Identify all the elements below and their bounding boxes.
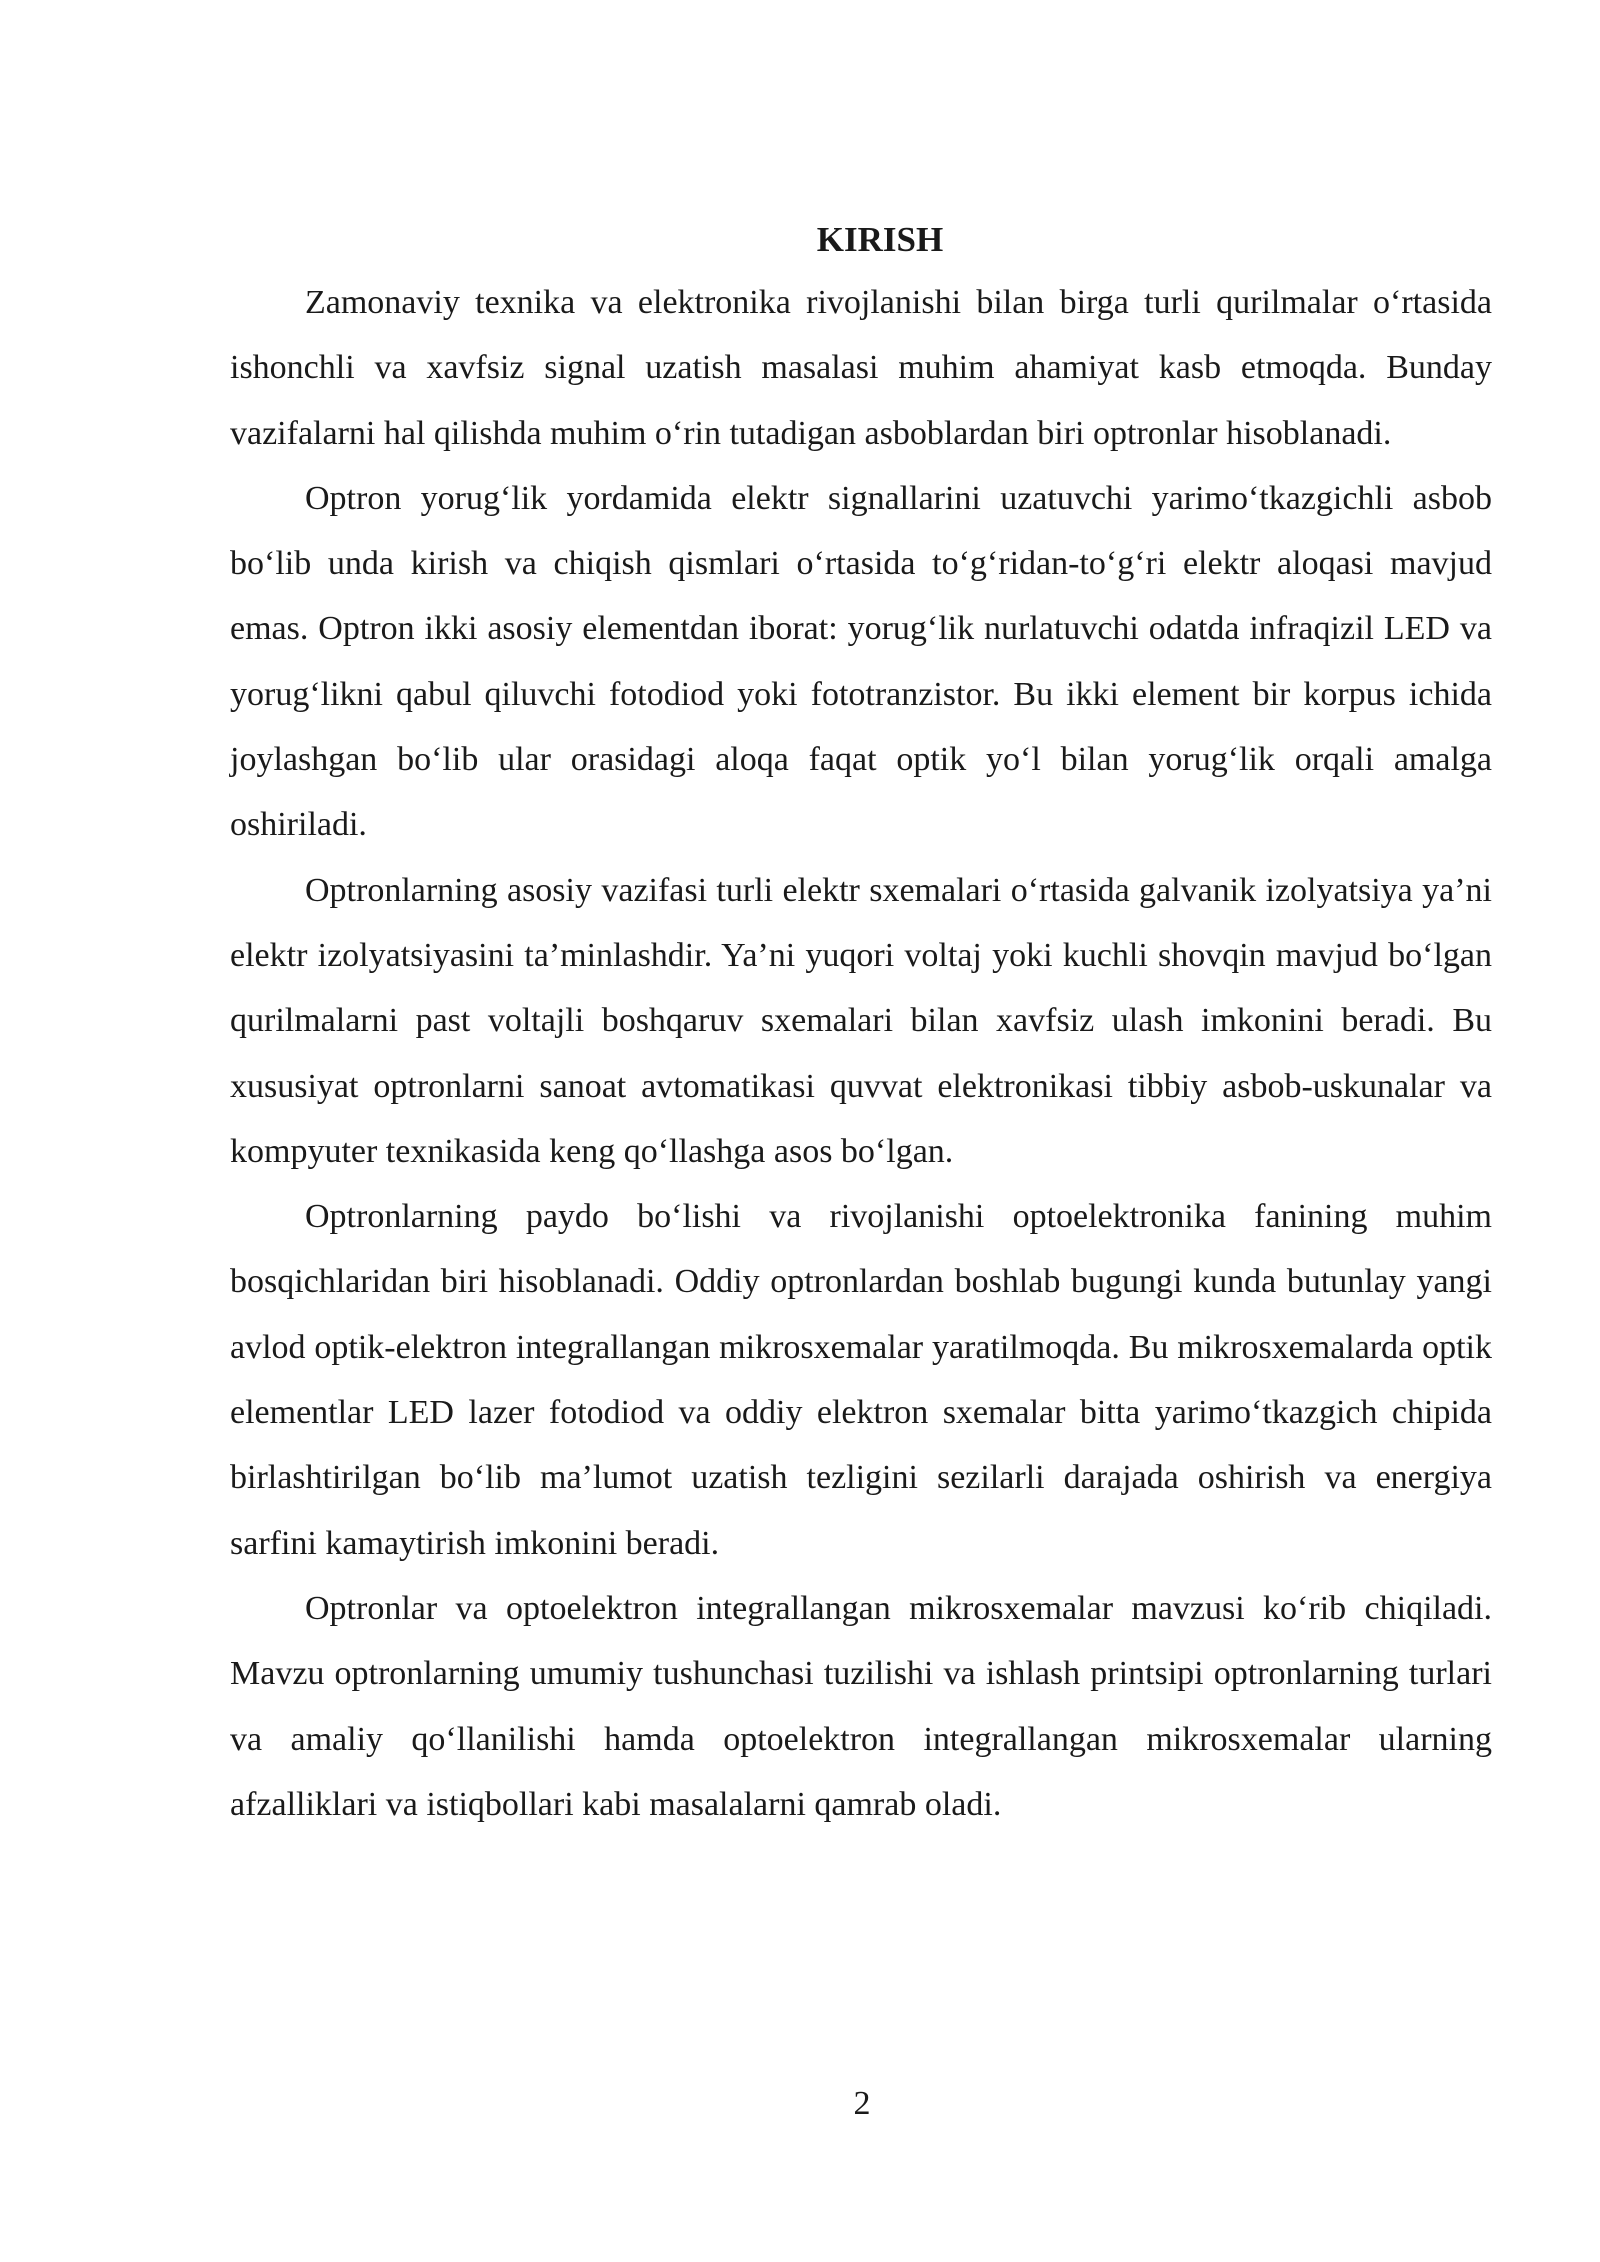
paragraph: Optron yorug‘lik yordamida elektr signallarini uzatuvchi yarimo‘tkazgichli asbob bo‘lib unda kirish va chiqish qismlari o‘rtasida to‘g‘ridan-to‘g‘ri elektr aloqasi mavjud emas. Optron ikki asosiy elementdan iborat: yorug‘lik nurlatuvchi odatda infraqizil LED va yorug‘likni qabul qiluvchi fotodiod yoki fototranzistor. Bu ikki element bir korpus ichida joylashgan bo‘lib ular orasidagi aloqa faqat optik yo‘l bilan yorug‘lik orqali amalga oshiriladi. (230, 479, 1492, 844)
section-heading: KIRISH (816, 220, 944, 259)
paragraph: Optronlar va optoelektron integrallangan mikrosxemalar mavzusi ko‘rib chiqiladi. Mavzu optronlarning umumiy tushunchasi tuzilishi va ishlash printsipi optronlarning turlari va amaliy qo‘llanilishi hamda optoelektron integrallangan mikrosxemalar ularning afzalliklari va istiqbollari kabi masalalarni qamrab oladi. (230, 1589, 1492, 1823)
paragraph: Zamonaviy texnika va elektronika rivojlanishi bilan birga turli qurilmalar o‘rtasida ishonchli va xavfsiz signal uzatish masalasi muhim ahamiyat kasb etmoqda. Bunday vazifalarni hal qilishda muhim o‘rin tutadigan asboblardan biri optronlar hisoblanadi. (230, 284, 1492, 452)
paragraph: Optronlarning paydo bo‘lishi va rivojlanishi optoelektronika fanining muhim bosqichlaridan biri hisoblanadi. Oddiy optronlardan boshlab bugungi kunda butunlay yangi avlod optik-elektron integrallangan mikrosxemalar yaratilmoqda. Bu mikrosxemalarda optik elementlar LED lazer fotodiod va oddiy elektron sxemalar bitta yarimo‘tkazgich chipida birlashtirilgan bo‘lib ma’lumot uzatish tezligini sezilarli darajada oshirish va energiya sarfini kamaytirish imkonini beradi. (230, 1198, 1492, 1562)
paragraph: Optronlarning asosiy vazifasi turli elektr sxemalari o‘rtasida galvanik izolyatsiya ya’ni elektr izolyatsiyasini ta’minlashdir. Ya’ni yuqori voltaj yoki kuchli shovqin mavjud bo‘lgan qurilmalarni past voltajli boshqaruv sxemalari bilan xavfsiz ulash imkonini beradi. Bu xususiyat optronlarni sanoat avtomatikasi quvvat elektronikasi tibbiy asbob-uskunalar va kompyuter texnikasida keng qo‘llashga asos bo‘lgan. (230, 871, 1492, 1170)
document-page (230, 214, 1492, 1837)
page-number: 2 (853, 2085, 871, 2122)
